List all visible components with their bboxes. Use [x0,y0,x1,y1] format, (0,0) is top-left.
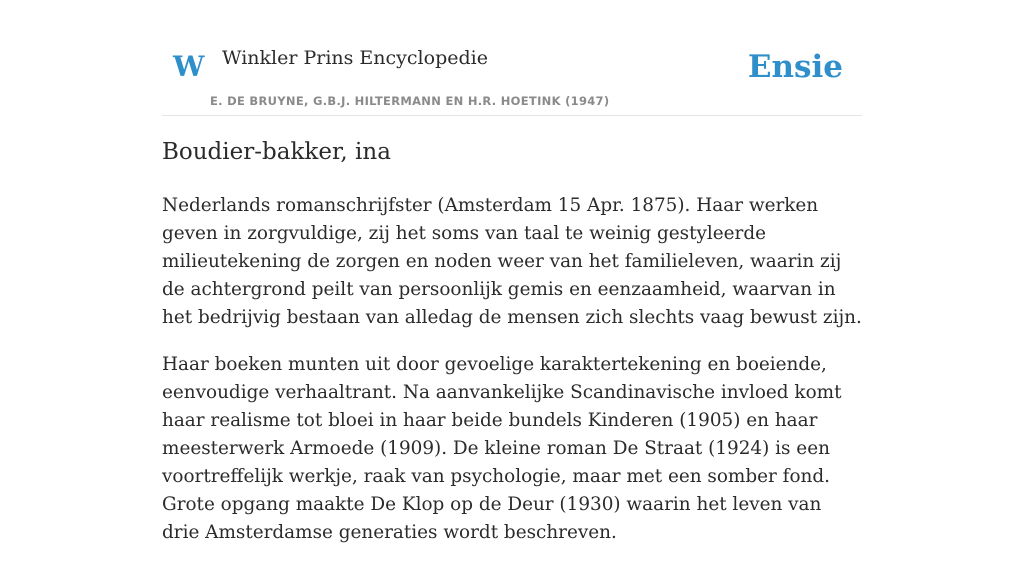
article-body [162,192,862,566]
ensie-brand-logo[interactable]: Ensie [747,49,843,85]
article-paragraph: Nederlands romanschrijfster (Amsterdam 15 Apr. 1875). Haar werken geven in zorgvuldige, zij het soms van taal te weinig gestyleerde milieutekening de zorgen en noden weer van het familieleven, waarin zij de achtergrond peilt van persoonlijk gemis en eenzaamheid, waarvan in het bedrijvig bestaan van alledag de mensen zich slechts vaag bewust zijn. [162,195,862,328]
source-header [162,40,862,116]
article-title: Boudier-bakker, ina [162,139,391,165]
article-paragraph: Haar boeken munten uit door gevoelige karaktertekening en boeiende, eenvoudige verhaaltrant. Na aanvankelijke Scandinavische invloed komt haar realisme tot bloei in haar beide bundels Kinderen (1905) en haar meesterwerk Armoede (1909). De kleine roman De Straat (1924) is een voortreffelijk werkje, raak van psychologie, maar met een somber fond. Grote opgang maakte De Klop op de Deur (1930) waarin het leven van drie Amsterdamse generaties wordt beschreven. [162,354,842,543]
winkler-prins-logo-icon[interactable]: W [173,50,205,83]
source-authors: E. DE BRUYNE, G.B.J. HILTERMANN EN H.R. HOETINK (1947) [210,94,610,108]
source-title[interactable]: Winkler Prins Encyclopedie [222,47,488,69]
